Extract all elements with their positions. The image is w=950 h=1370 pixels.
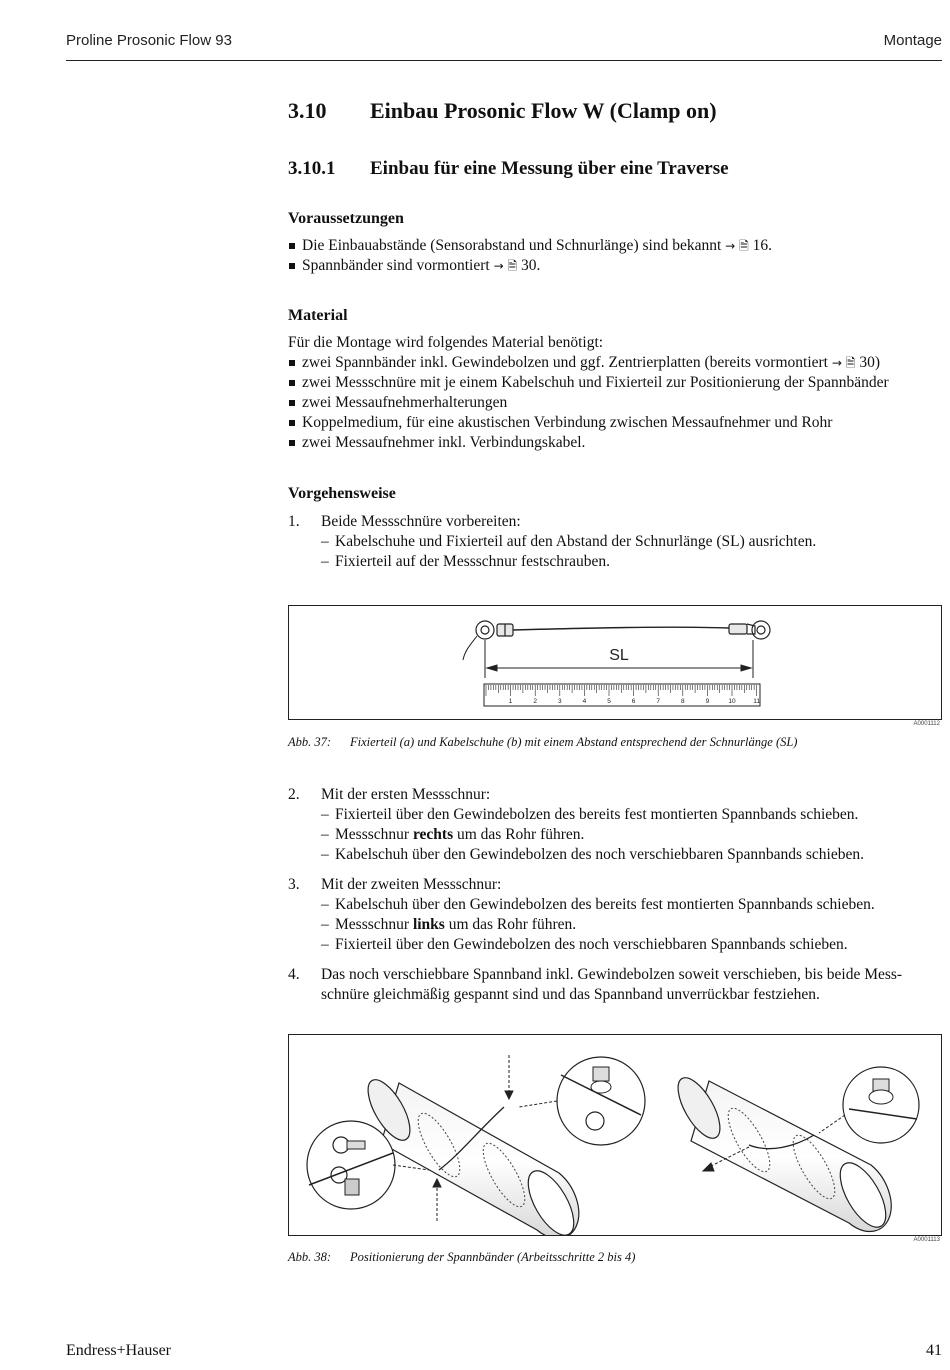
footer-company: Endress+Hauser	[66, 1342, 171, 1359]
material-list	[288, 353, 889, 453]
caption-label: Abb. 38:	[288, 1250, 332, 1264]
fixing-part-icon	[463, 621, 513, 660]
subitem-text: Messschnur	[335, 826, 413, 843]
arrow-icon: →	[831, 356, 842, 370]
emphasis-text: rechts	[412, 826, 454, 843]
ruler-number: 9	[705, 698, 710, 705]
subitem-text: um das Rohr führen.	[444, 916, 577, 933]
step-subitem: – Fixierteil über den Gewindebolzen des noch verschiebbaren Spannbands schieben.	[321, 935, 948, 955]
page-ref-number: 16.	[752, 237, 772, 254]
strap-positioning-illustration	[289, 1035, 941, 1235]
sl-label: SL	[609, 647, 629, 664]
step-subitem: – Kabelschuhe und Fixierteil auf den Abstand der Schnurlänge (SL) ausrichten.	[321, 532, 948, 552]
voraussetzungen-block	[288, 210, 772, 276]
page-ref-number: 30.	[521, 257, 541, 274]
ruler-number: 7	[656, 698, 661, 705]
detail-leader-line	[519, 1101, 557, 1107]
step-subitem: – Kabelschuh über den Gewindebolzen des noch verschiebbaren Spannbands schieben.	[321, 845, 948, 865]
step-text: Beide Messschnüre vorbereiten:	[321, 513, 521, 530]
step-text: Das noch verschiebbare Spannband inkl. Gewindebolzen soweit verschieben, bis beide Mess-	[321, 966, 903, 983]
figure-37-caption	[288, 735, 797, 750]
ruler-number: 1	[508, 698, 513, 705]
measuring-cord-illustration	[289, 606, 941, 719]
figure-38-caption	[288, 1250, 635, 1265]
step-number: 1.	[288, 513, 300, 530]
header-rule	[66, 60, 942, 61]
running-header-left: Proline Prosonic Flow 93	[66, 32, 232, 49]
figure-37	[288, 605, 942, 720]
caption-text: Positionierung der Spannbänder (Arbeitsschritte 2 bis 4)	[350, 1250, 636, 1264]
list-item	[288, 353, 889, 373]
detail-leader-line	[819, 1115, 845, 1133]
ruler-number: 8	[680, 698, 685, 705]
ruler-number: 2	[533, 698, 538, 705]
list-item	[288, 236, 772, 256]
subitem-text: um das Rohr führen.	[453, 826, 585, 843]
ruler-number: 4	[582, 698, 587, 705]
material-block	[288, 307, 889, 453]
ruler-number: 3	[557, 698, 562, 705]
vorgehensweise-block	[288, 485, 948, 572]
material-heading: Material	[288, 307, 348, 324]
list-item-text: zwei Spannbänder inkl. Gewindebolzen und ggf. Zentrierplatten (bereits vormontiert	[302, 354, 828, 371]
page-ref-icon: 🗎	[845, 356, 856, 370]
steps-2-4	[288, 785, 948, 1005]
step-3	[288, 875, 948, 955]
list-item: zwei Messaufnehmerhalterungen	[288, 393, 889, 413]
page-ref-icon: 🗎	[507, 259, 518, 273]
step-1	[288, 512, 948, 572]
ruler-number: 5	[607, 698, 611, 705]
figure-38	[288, 1034, 942, 1236]
step-subitem	[321, 825, 948, 845]
step-text: schnüre gleichmäßig gespannt sind und das Spannband unverrückbar festziehen.	[321, 986, 820, 1003]
voraussetzungen-heading: Voraussetzungen	[288, 210, 404, 227]
section-number: 3.10	[288, 98, 327, 123]
step-text: Mit der zweiten Messschnur:	[321, 876, 502, 893]
step-subitem: – Fixierteil auf der Messschnur festschrauben.	[321, 552, 948, 572]
step-number: 4.	[288, 966, 300, 983]
detail-cable-lug-icon	[307, 1121, 395, 1209]
subsection-number: 3.10.1	[288, 158, 336, 179]
figure-37-id: A0001112	[913, 721, 940, 727]
page-ref-number: 30)	[859, 354, 880, 371]
caption-label: Abb. 37:	[288, 735, 332, 749]
ruler-number: 10	[728, 698, 736, 705]
arrow-icon: →	[493, 259, 504, 273]
caption-text: Fixierteil (a) und Kabelschuhe (b) mit einem Abstand entsprechend der Schnurlänge (SL)	[350, 735, 798, 749]
cable-lug-icon	[729, 621, 770, 639]
subsection-title: Einbau für eine Messung über eine Traverse	[370, 158, 729, 179]
step-subitem	[321, 915, 948, 935]
material-intro: Für die Montage wird folgendes Material benötigt:	[288, 334, 604, 351]
arrow-icon: →	[725, 239, 736, 253]
step-2	[288, 785, 948, 865]
section-heading	[288, 98, 717, 124]
list-item-text: Spannbänder sind vormontiert	[302, 257, 490, 274]
detail-fixing-part-icon	[557, 1057, 645, 1145]
list-item-text: Die Einbauabstände (Sensorabstand und Schnurlänge) sind bekannt	[302, 237, 722, 254]
list-item: zwei Messaufnehmer inkl. Verbindungskabel.	[288, 433, 889, 453]
ruler-icon	[484, 684, 760, 706]
list-item: zwei Messschnüre mit je einem Kabelschuh und Fixierteil zur Positionierung der Spannbänder	[288, 373, 889, 393]
emphasis-text: links	[412, 916, 445, 933]
step-subitem: – Kabelschuh über den Gewindebolzen des bereits fest montierten Spannbands schieben.	[321, 895, 948, 915]
ruler-number: 6	[631, 698, 636, 705]
step-subitem: – Fixierteil über den Gewindebolzen des bereits fest montierten Spannbands schieben.	[321, 805, 948, 825]
page-number: 41	[926, 1342, 942, 1359]
step-number: 3.	[288, 876, 300, 893]
list-item: Koppelmedium, für eine akustischen Verbindung zwischen Messaufnehmer und Rohr	[288, 413, 889, 433]
figure-38-id: A0001113	[913, 1237, 940, 1243]
ruler-number: 11	[753, 698, 760, 705]
vorgehensweise-heading: Vorgehensweise	[288, 485, 396, 502]
running-header-right: Montage	[883, 32, 942, 49]
subitem-text: Messschnur	[335, 916, 413, 933]
detail-strap-bolt-icon	[843, 1067, 919, 1143]
step-text: Mit der ersten Messschnur:	[321, 786, 491, 803]
page-ref-icon: 🗎	[739, 239, 749, 253]
section-title: Einbau Prosonic Flow W (Clamp on)	[370, 98, 717, 123]
cord-line	[513, 627, 729, 630]
voraussetzungen-list	[288, 236, 772, 276]
step-number: 2.	[288, 786, 300, 803]
step-4	[288, 965, 948, 1005]
list-item	[288, 256, 772, 276]
subsection-heading	[288, 158, 729, 180]
